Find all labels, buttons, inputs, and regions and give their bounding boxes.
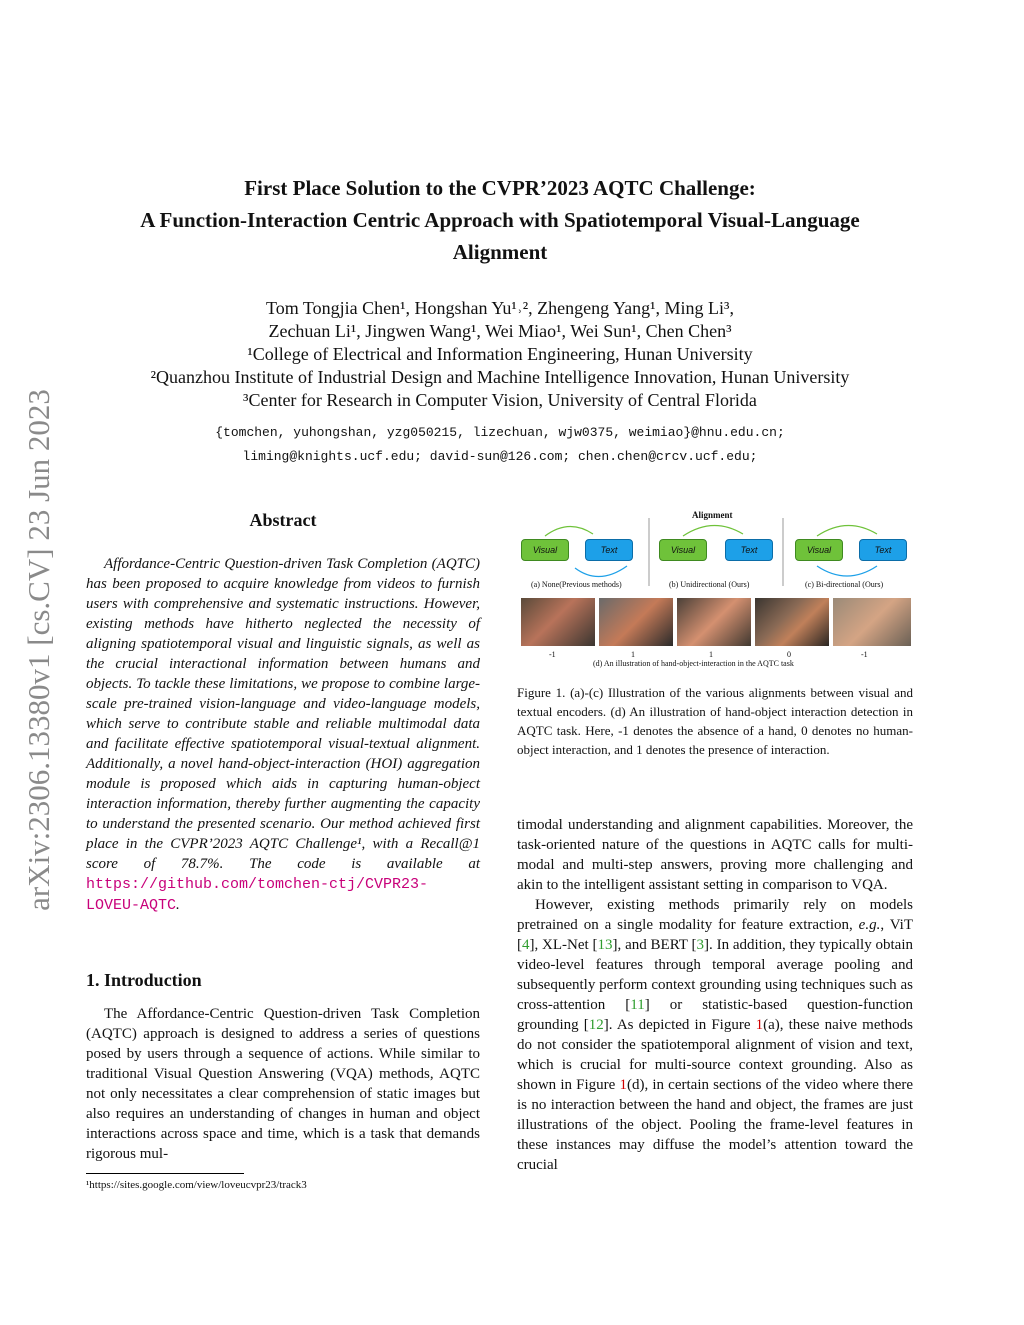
subfig-b-label: (b) Unidirectional (Ours)	[669, 580, 750, 589]
affiliation-2: ²Quanzhou Institute of Industrial Design and Machine Intelligence Innovation, Hunan University	[150, 367, 850, 387]
emails-line-1: {tomchen, yuhongshan, yzg050215, lizechuan, wjw0375, weimiao}@hnu.edu.cn;	[215, 425, 785, 440]
author-block	[60, 297, 940, 412]
affiliation-1: ¹College of Electrical and Information Engineering, Hunan University	[247, 344, 753, 364]
frame-value-5: -1	[861, 650, 868, 659]
emails-line-2: liming@knights.ucf.edu; david-sun@126.com; chen.chen@crcv.ucf.edu;	[242, 449, 758, 464]
paragraph-existing-methods: However, existing methods primarily rely on models pretrained on a single modality for feature extraction, e.g., ViT [4], XL-Net [13], and BERT [3]. In addition, they typically obtain video-level features through temporal average pooling and subsequently perform context grounding using techniques such as cross-attention [11] or statistic-based question-function grounding [12]. As depicted in Figure 1(a), these naive methods do not consider the spatiotemporal alignment of vision and text, which is crucial for multi-source context grounding. Also as shown in Figure 1(d), in certain sections of the video where there is no interaction between the hand and object, the frames are just illustrations of the object. Pooling the frame-level features in these instances may diffuse the model’s attention toward the crucial	[517, 897, 914, 1173]
title-line-1: First Place Solution to the CVPR’2023 AQTC Challenge:	[244, 176, 756, 200]
citation-3[interactable]: 3	[696, 937, 705, 953]
figure-ref-1d[interactable]: 1	[619, 1077, 627, 1093]
section-heading-introduction: 1. Introduction	[86, 970, 202, 990]
title-line-2: A Function-Interaction Centric Approach with Spatiotemporal Visual-Language	[140, 208, 860, 232]
arxiv-stamp: arXiv:2306.13380v1 [cs.CV] 23 Jun 2023	[21, 389, 56, 911]
frame-value-4: 0	[787, 650, 791, 659]
paper-title	[60, 172, 940, 268]
alignment-diagram	[517, 506, 913, 586]
authors-line-2: Zechuan Li¹, Jingwen Wang¹, Wei Miao¹, Wei Sun¹, Chen Chen³	[268, 321, 732, 341]
code-link[interactable]: https://github.com/tomchen-ctj/CVPR23-LOVEU-AQTC	[86, 876, 429, 914]
text-encoder-a: Text	[585, 539, 633, 561]
abstract-body: Affordance-Centric Question-driven Task Completion (AQTC) has been proposed to acquire knowledge from videos to furnish users with comprehensive and systematic instructions. However, existing methods have hitherto neglected the necessity of aligning spatiotemporal visual and linguistic signals, as well as the crucial interactional information between humans and objects. To tackle these limitations, we propose to combine large-scale pre-trained vision-language and video-language models, which serve to contribute stable and reliable multimodal data and facilitate effective spatiotemporal visual-textual alignment. Additionally, a novel hand-object-interaction (HOI) aggregation module is proposed which aids in capturing human-object interaction information, thereby further augmenting the capacity to understand the presented scenario. Our method achieved first place in the CVPR’2023 AQTC Challenge¹, with a Recall@1 score of 78.7%. The code is available at https://github.com/tomchen-ctj/CVPR23-LOVEU-AQTC.	[86, 556, 480, 914]
abstract-text: Affordance-Centric Question-driven Task Completion (AQTC) has been proposed to acquire knowledge from videos to furnish users with comprehensive and systematic instructions. However, existing methods have hitherto neglected the necessity of aligning spatiotemporal visual and linguistic signals, as well as the crucial interactional information between humans and objects. To tackle these limitations, we propose to combine large-scale pre-trained vision-language and video-language models, which serve to contribute stable and reliable multimodal data and facilitate effective spatiotemporal visual-textual alignment. Additionally, a novel hand-object-interaction (HOI) aggregation module is proposed which aids in capturing human-object interaction information, thereby further augmenting the capacity to understand the presented scenario. Our method achieved first place in the CVPR’2023 AQTC Challenge¹, with a Recall@1 score of 78.7%. The code is available at	[86, 556, 480, 872]
abstract-heading: Abstract	[249, 510, 317, 530]
arrow-a-text	[575, 566, 627, 577]
video-frame-2	[599, 598, 673, 646]
arrow-c-text	[817, 566, 877, 576]
visual-encoder-b: Visual	[659, 539, 707, 561]
affiliation-3: ³Center for Research in Computer Vision, University of Central Florida	[243, 390, 757, 410]
figure-alignment-title: Alignment	[692, 510, 733, 520]
subfig-d-label: (d) An illustration of hand-object-interaction in the AQTC task	[593, 659, 794, 668]
video-frame-4	[755, 598, 829, 646]
video-frame-5	[833, 598, 911, 646]
citation-13[interactable]: 13	[597, 937, 613, 953]
frame-value-2: 1	[631, 650, 635, 659]
citation-4[interactable]: 4	[522, 937, 530, 953]
subfig-c-label: (c) Bi-directional (Ours)	[805, 580, 884, 589]
text-encoder-c: Text	[859, 539, 907, 561]
introduction-paragraph: The Affordance-Centric Question-driven Task Completion (AQTC) approach is designed to address a series of questions posed by users through a sequence of actions. While similar to traditional Visual Question Answering (VQA) methods, AQTC not only necessitates a clear comprehension of static images but also requires an understanding of changes in human and object interactions across space and time, which is a task that demands rigorous mul-	[86, 1006, 480, 1162]
frame-value-1: -1	[549, 650, 556, 659]
right-column-body	[517, 815, 913, 1175]
figure-1-caption: Figure 1. (a)-(c) Illustration of the various alignments between visual and textual encoders. (d) An illustration of hand-object interaction detection in AQTC task. Here, -1 denotes the absence of a hand, 0 denotes no human-object interaction, and 1 denotes the presence of interaction.	[517, 685, 913, 757]
figure-ref-1a[interactable]: 1	[755, 1017, 764, 1033]
citation-12[interactable]: 12	[588, 1017, 604, 1033]
author-emails	[60, 421, 940, 469]
text-encoder-b: Text	[725, 539, 773, 561]
video-frame-3	[677, 598, 751, 646]
visual-encoder-c: Visual	[795, 539, 843, 561]
arrow-b-visual	[683, 525, 743, 536]
visual-encoder-a: Visual	[521, 539, 569, 561]
paragraph-continuation: timodal understanding and alignment capabilities. Moreover, the task-oriented nature of the questions in AQTC calls for multi-modal and multi-step answers, proving more challenging and akin to the intelligent assistant setting in comparison to VQA.	[517, 817, 913, 893]
title-line-3: Alignment	[452, 240, 548, 264]
figure-1	[517, 506, 913, 671]
citation-11[interactable]: 11	[630, 997, 645, 1013]
arrow-a-visual	[545, 526, 593, 536]
arrow-c-visual	[817, 525, 877, 536]
footnote: ¹https://sites.google.com/view/loveucvpr23/track3	[86, 1179, 307, 1191]
video-frame-1	[521, 598, 595, 646]
frame-value-3: 1	[709, 650, 713, 659]
video-frame-strip	[521, 598, 911, 646]
subfig-a-label: (a) None(Previous methods)	[531, 580, 622, 589]
footnote-rule	[86, 1173, 244, 1174]
authors-line-1: Tom Tongjia Chen¹, Hongshan Yu¹˒², Zhengeng Yang¹, Ming Li³,	[266, 298, 734, 318]
